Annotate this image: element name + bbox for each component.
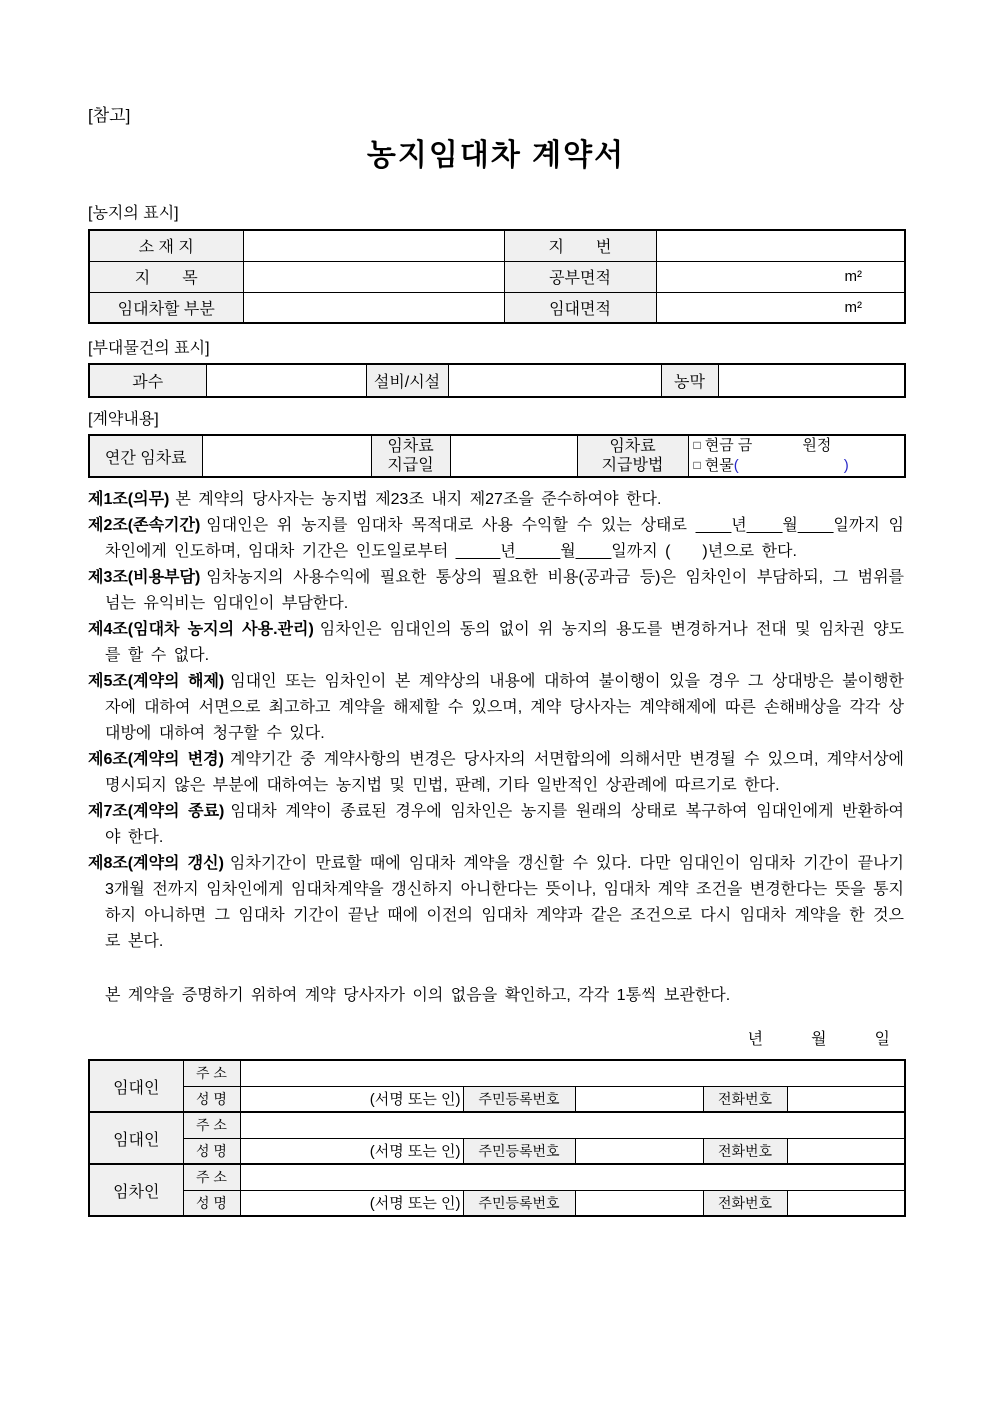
table-row [89, 292, 905, 323]
article-text: 임대차 계약이 종료된 경우에 임차인은 농지를 원래의 상태로 복구하여 임대인에게 반환하여야 한다. [105, 803, 904, 846]
section-heading-terms: [계약내용] [88, 411, 159, 428]
field-label: 공부면적 [504, 261, 656, 292]
article-text: 본 계약의 당사자는 농지법 제23조 내지 제27조을 준수하여야 한다. [175, 491, 662, 508]
table-row [89, 364, 905, 397]
article-text: 임차기간이 만료할 때에 임대차 계약을 갱신할 수 있다. 다만 임대인이 임대차 기간이 끝나기 3개월 전까지 임차인에게 임대차계약을 갱신하지 아니한다는 뜻이나, 임대차 계약 조건을 변경한다는 뜻을 통지하지 아니하면 그 임대차 기간이 끝난 때에 이전의 임대차 계약과 같은 조건으로 다시 임대차 계약을 한 것으로 본다. [105, 855, 904, 950]
table-row [89, 1190, 905, 1216]
checkbox-icon: □ [693, 458, 701, 472]
unit-label: m² [656, 261, 905, 292]
field-value [718, 364, 905, 397]
field-value [448, 364, 661, 397]
payment-method-cell [688, 435, 905, 477]
field-label: 주 소 [183, 1112, 240, 1138]
close-paren: ) [843, 457, 849, 474]
reference-note: [참고] [88, 106, 131, 125]
article-text: 임차농지의 사용수익에 필요한 통상의 필요한 비용(공과금 등)은 임차인이 부담하되, 그 범위를 넘는 유익비는 임대인이 부담한다. [105, 569, 904, 612]
sign-note: (서명 또는 인) [240, 1138, 463, 1164]
article-text: 임차인은 임대인의 동의 없이 위 농지의 용도를 변경하거나 전대 및 임차권 양도를 할 수 없다. [105, 621, 904, 664]
section-heading-land: [농지의 표시] [88, 205, 179, 222]
field-label: 임대면적 [504, 292, 656, 323]
article-label: 제5조(계약의 해제) [88, 673, 225, 690]
field-value [206, 364, 366, 397]
field-label: 주민등록번호 [463, 1086, 575, 1112]
contract-content [88, 0, 904, 1217]
field-label: 농막 [661, 364, 718, 397]
article-6 [88, 747, 904, 799]
land-info-table [88, 229, 906, 324]
table-row [89, 1138, 905, 1164]
article-7 [88, 799, 904, 851]
table-row [89, 435, 905, 477]
field-label: 주민등록번호 [463, 1138, 575, 1164]
sign-note: (서명 또는 인) [240, 1190, 463, 1216]
field-value [243, 292, 504, 323]
table-row [89, 261, 905, 292]
closing-statement: 본 계약을 증명하기 위하여 계약 당사자가 이의 없음을 확인하고, 각각 1통씩 보관한다. [105, 987, 731, 1004]
field-value [202, 435, 371, 477]
field-value [240, 1060, 905, 1086]
field-value [575, 1138, 703, 1164]
section-heading-attachments: [부대물건의 표시] [88, 340, 210, 357]
field-value [575, 1086, 703, 1112]
payment-cash-line [694, 436, 905, 456]
field-label: 전화번호 [703, 1190, 787, 1216]
payment-goods-line [694, 456, 905, 476]
field-value [656, 230, 905, 261]
article-1 [88, 487, 904, 513]
article-text: 임대인은 위 농지를 임대차 목적대로 사용 수익할 수 있는 상태로 ____년____월____일까지 임차인에게 인도하며, 임대차 기간은 인도일로부터 _____년_____월____일까지 ( )년으로 한다. [105, 517, 904, 560]
field-label: 지 번 [504, 230, 656, 261]
field-label: 주 소 [183, 1164, 240, 1190]
field-label: 임대차할 부분 [89, 292, 243, 323]
field-label: 주민등록번호 [463, 1190, 575, 1216]
open-paren: ( [733, 457, 739, 474]
article-2 [88, 513, 904, 565]
field-label: 과수 [89, 364, 206, 397]
field-label: 성 명 [183, 1190, 240, 1216]
article-label: 제7조(계약의 종료) [88, 803, 225, 820]
payment-cash-label: 현금 금 [704, 437, 753, 454]
article-text: 임대인 또는 임차인이 본 계약상의 내용에 대하여 불이행이 있을 경우 그 상대방은 불이행한 자에 대하여 서면으로 최고하고 계약을 해제할 수 있으며, 계약 당사자는 계약해제에 따른 손해배상을 각각 상대방에 대하여 청구할 수 있다. [105, 673, 905, 742]
field-label: 임차료 지급일 [371, 435, 450, 477]
party-label: 임대인 [89, 1112, 183, 1164]
field-label: 주 소 [183, 1060, 240, 1086]
field-label: 성 명 [183, 1138, 240, 1164]
signature-table [88, 1059, 906, 1217]
attachments-table [88, 363, 906, 398]
article-label: 제6조(계약의 변경) [88, 751, 224, 768]
article-4 [88, 617, 904, 669]
field-value [240, 1112, 905, 1138]
field-label: 연간 임차료 [89, 435, 202, 477]
page-title: 농지임대차 계약서 [366, 139, 626, 172]
article-8 [88, 851, 904, 955]
checkbox-icon: □ [693, 438, 701, 452]
field-label: 지 목 [89, 261, 243, 292]
article-label: 제4조(임대차 농지의 사용.관리) [88, 621, 314, 638]
date-line: 년 월 일 [747, 1031, 890, 1048]
field-value [243, 230, 504, 261]
field-value [787, 1190, 905, 1216]
field-label: 임차료 지급방법 [577, 435, 688, 477]
article-label: 제8조(계약의 갱신) [88, 855, 224, 872]
payment-goods-label: 현물 [704, 457, 734, 474]
article-text: 계약기간 중 계약사항의 변경은 당사자의 서면합의에 의해서만 변경될 수 있으며, 계약서상에 명시되지 않은 부분에 대하여는 농지법 및 민법, 판례, 기타 일반적인 상관례에 따르기로 한다. [105, 751, 904, 794]
field-label: 설비/시설 [366, 364, 448, 397]
field-value [787, 1138, 905, 1164]
table-row [89, 1060, 905, 1086]
payment-cash-suffix: 원정 [802, 437, 832, 454]
contract-articles [88, 487, 904, 955]
field-label: 소 재 지 [89, 230, 243, 261]
field-label: 전화번호 [703, 1138, 787, 1164]
party-label: 임차인 [89, 1164, 183, 1216]
field-value [787, 1086, 905, 1112]
field-label: 성 명 [183, 1086, 240, 1112]
party-label: 임대인 [89, 1060, 183, 1112]
terms-table [88, 434, 906, 478]
table-row [89, 1112, 905, 1138]
field-value [240, 1164, 905, 1190]
field-label: 전화번호 [703, 1086, 787, 1112]
unit-label: m² [656, 292, 905, 323]
field-value [575, 1190, 703, 1216]
article-label: 제1조(의무) [88, 491, 170, 508]
table-row [89, 1164, 905, 1190]
sign-note: (서명 또는 인) [240, 1086, 463, 1112]
field-value [450, 435, 577, 477]
table-row [89, 1086, 905, 1112]
article-label: 제3조(비용부담) [88, 569, 201, 586]
article-5 [88, 669, 904, 747]
article-label: 제2조(존속기간) [88, 517, 201, 534]
field-value [243, 261, 504, 292]
table-row [89, 230, 905, 261]
article-3 [88, 565, 904, 617]
